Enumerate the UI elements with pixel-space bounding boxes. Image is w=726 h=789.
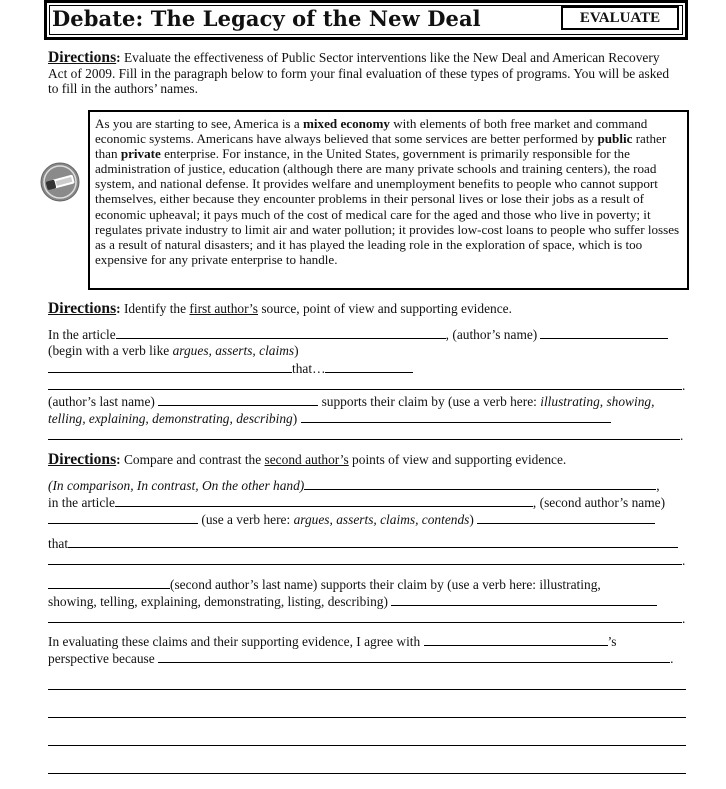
- author-name-blank[interactable]: [540, 326, 668, 339]
- claim-blank[interactable]: [48, 377, 682, 390]
- supports-verbs-1: illustrating, showing,: [540, 394, 655, 409]
- answer-line-1[interactable]: [48, 689, 686, 690]
- evidence-blank[interactable]: [48, 427, 680, 440]
- intro-colon: :: [116, 50, 121, 65]
- evidence-verb-blank[interactable]: [301, 410, 611, 423]
- reading-bold-private: private: [120, 146, 161, 162]
- section1-line3: [48, 360, 413, 377]
- supports-verbs-2: telling, explaining, demonstrating, describing: [48, 411, 293, 426]
- supports2-text: (second author’s last name) supports their claim by (use a verb here: illustrating,: [170, 577, 601, 592]
- answer-line-2[interactable]: [48, 717, 686, 718]
- author-name-label: , (author’s name): [445, 327, 538, 342]
- article-title-blank[interactable]: [116, 326, 446, 339]
- possessive-s: ’s: [607, 634, 617, 649]
- section2-line2: [48, 494, 665, 511]
- section1-line5: [48, 393, 654, 410]
- section2-pre: Compare and contrast the: [123, 452, 265, 467]
- section1-pre: Identify the: [123, 301, 190, 316]
- section2-line1: [48, 477, 660, 494]
- transition-comma: ,: [656, 478, 660, 493]
- evidence2-period: .: [682, 611, 686, 626]
- supports2-verbs: showing, telling, explaining, demonstrating, listing, describing): [48, 594, 388, 609]
- intro-directions: [48, 50, 678, 97]
- section1-line7: [48, 427, 683, 444]
- claim2-period: .: [682, 553, 686, 568]
- intro-directions-heading: Directions: [48, 49, 117, 66]
- section1-directions: [48, 301, 512, 317]
- transition-hint: (In comparison, In contrast, On the other hand): [48, 478, 305, 493]
- second-author-name-label: , (second author’s name): [532, 495, 666, 510]
- verb-hint-open: (begin with a verb like: [48, 343, 173, 358]
- agree-author-blank[interactable]: [424, 633, 608, 646]
- section1-line1: [48, 326, 668, 343]
- reading-bold-public: public: [597, 131, 633, 147]
- intro-directions-text: Evaluate the effectiveness of Public Sector interventions like the New Deal and American Recovery Act of 2009. Fill in the paragraph below to form your final evaluation of these types of programs. You will be asked to fill in the authors’ names.: [48, 50, 670, 97]
- evaluate-badge: EVALUATE: [561, 6, 679, 30]
- article2-label: in the article: [48, 495, 115, 510]
- that-label: that…: [292, 361, 326, 376]
- page-title: Debate: The Legacy of the New Deal: [52, 6, 481, 31]
- claim2-blank-start[interactable]: [68, 535, 678, 548]
- author-last-name-blank[interactable]: [158, 393, 318, 406]
- section2-line8: [48, 610, 685, 627]
- transition-blank[interactable]: [304, 477, 656, 490]
- perspective-blank[interactable]: [158, 650, 670, 663]
- section1-line4: [48, 377, 685, 394]
- pencil-eraser-icon: [36, 162, 84, 202]
- title-banner: [44, 0, 688, 40]
- section2-post: points of view and supporting evidence.: [348, 452, 567, 467]
- evidence-period: .: [680, 428, 684, 443]
- claim-blank-start[interactable]: [325, 360, 413, 373]
- section2-directions: [48, 452, 566, 468]
- reading-text-4: enterprise. For instance, in the United States, government is primarily responsible for the administration of justice, education (although there are many private schools and training centers), the road system, and national defense. It provides welfare and unemployment benefits to people who cannot support themselves, either because they encounter problems in their personal lives or lose their jobs as a result of economic upheaval; it pays much of the cost of medical care for the aged and those who live in poverty; it regulates private industry to limit air and water pollution; it provides low-cost loans to people who suffer losses as a result of natural disasters; and it has played the leading role in the exploration of space, which is too expensive for any private enterprise to handle.: [95, 146, 680, 267]
- evidence2-blank[interactable]: [48, 610, 682, 623]
- section1-underlined: first author’s: [189, 301, 258, 316]
- answer-line-3[interactable]: [48, 745, 686, 746]
- verb-hint-examples: argues, asserts, claims: [172, 343, 295, 358]
- supports-verbs-close: ): [292, 411, 298, 426]
- article-label: In the article: [48, 327, 116, 342]
- verb-hint-close: ): [294, 343, 299, 358]
- article2-title-blank[interactable]: [115, 494, 533, 507]
- section2-colon: :: [116, 452, 121, 467]
- section2-line4: [48, 535, 678, 552]
- verb-blank[interactable]: [48, 360, 292, 373]
- second-author-blank[interactable]: [48, 511, 198, 524]
- supports-claim-text: supports their claim by (use a verb here:: [321, 394, 541, 409]
- that2-label: that: [48, 536, 69, 551]
- reading-text-2: with elements of both free market and command economic systems. Americans have always believed that some services are better performed by: [95, 116, 648, 147]
- reading-text-3: rather than: [95, 131, 667, 162]
- reading-passage-box: [88, 110, 689, 290]
- verb2-hint-open: (use a verb here:: [201, 512, 294, 527]
- verb2-hint-close: ): [469, 512, 474, 527]
- section2-line5: [48, 552, 685, 569]
- second-author-last-name-blank[interactable]: [48, 576, 170, 589]
- section2-line7: [48, 593, 657, 610]
- section1-line2: [48, 343, 299, 359]
- claim-period: .: [682, 378, 686, 393]
- answer-line-4[interactable]: [48, 773, 686, 774]
- section1-heading: Directions: [48, 300, 117, 317]
- section2-underlined: second author’s: [264, 452, 349, 467]
- section2-line3: [48, 511, 655, 528]
- section1-line6: [48, 410, 611, 427]
- reading-bold-mixed-economy: mixed economy: [303, 116, 390, 131]
- claim2-blank[interactable]: [48, 552, 682, 565]
- section1-post: source, point of view and supporting evidence.: [257, 301, 512, 316]
- verb2-hint-examples: argues, asserts, claims, contends: [293, 512, 470, 527]
- agree-with-label: In evaluating these claims and their supporting evidence, I agree with: [48, 634, 421, 649]
- author-last-name-label: (author’s last name): [48, 394, 155, 409]
- section1-colon: :: [116, 301, 121, 316]
- section2-line6: [48, 576, 601, 593]
- section2-line9: [48, 633, 617, 650]
- perspective-period: .: [670, 651, 674, 666]
- perspective-label: perspective because: [48, 651, 155, 666]
- verb2-blank[interactable]: [477, 511, 655, 524]
- reading-text-1: As you are starting to see, America is a: [95, 116, 303, 131]
- section2-heading: Directions: [48, 451, 117, 468]
- evidence2-verb-blank[interactable]: [391, 593, 657, 606]
- section2-line10: [48, 650, 673, 667]
